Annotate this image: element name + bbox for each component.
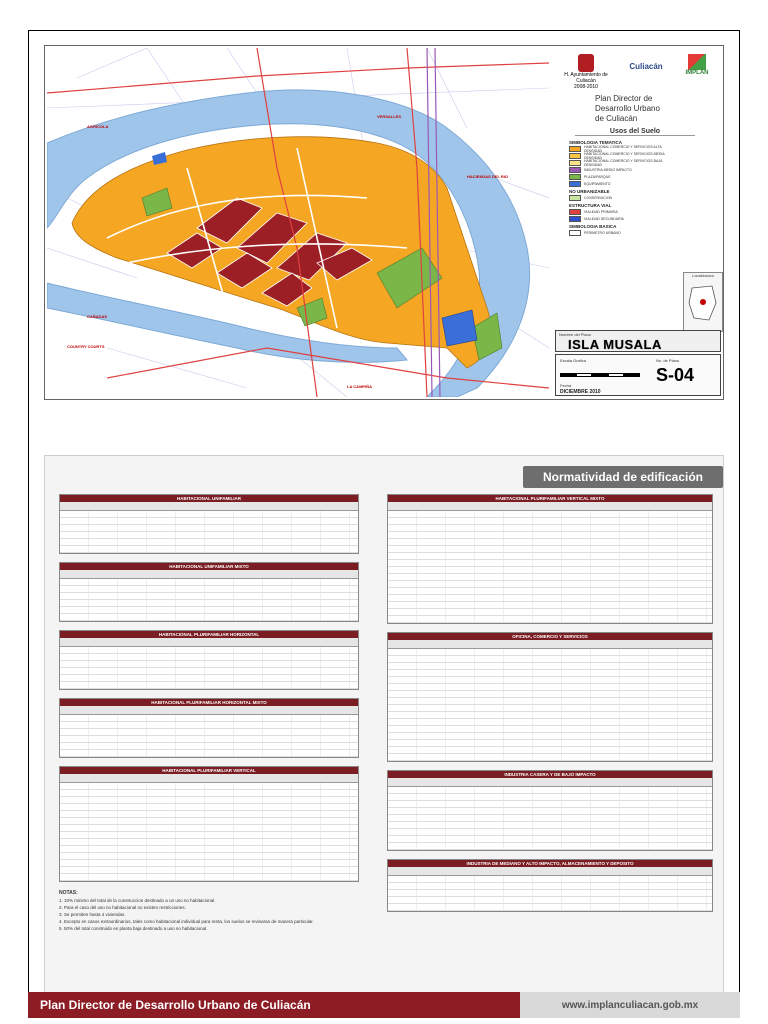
plan-title <box>595 94 715 124</box>
table-row <box>388 843 712 850</box>
norm-table-title: HABITACIONAL PLURIFAMILIAR VERTICAL MIXTO <box>388 495 712 502</box>
norm-table <box>59 494 359 554</box>
table-row <box>60 518 358 525</box>
table-row <box>60 579 358 586</box>
legend-section-title: SIMBOLOGIA TEMATICA <box>569 140 622 145</box>
legend-label: HABITACIONAL COMERCIO Y SERVICIOS MEDIA DENSIDAD <box>584 151 665 160</box>
implan-logo-text: IMPLAN <box>685 70 709 76</box>
scale-bar <box>560 373 640 377</box>
table-row <box>60 874 358 881</box>
table-row <box>60 525 358 532</box>
org-name: H. Ayuntamiento de Culiacán <box>564 72 608 84</box>
plan-title-line1: Plan Director de <box>595 94 653 103</box>
table-row <box>60 600 358 607</box>
table-row <box>60 546 358 553</box>
land-use-map[interactable] <box>47 48 549 397</box>
table-row <box>388 815 712 822</box>
legend-item <box>569 180 679 187</box>
legend-label: PERIMETRO URBANO <box>584 230 621 235</box>
table-row <box>60 607 358 614</box>
norm-table-header <box>60 570 358 579</box>
norm-table <box>59 698 359 758</box>
table-row <box>60 614 358 621</box>
note-item: 3. Se permiten hasta 4 viviendas. <box>59 912 126 917</box>
date-caption: Fecha <box>560 383 572 388</box>
legend-label: VIALIDAD PRIMARIA <box>584 209 618 214</box>
table-row <box>388 801 712 808</box>
map-label: AGRICOLA <box>87 124 109 129</box>
plan-name-caption: Nombre del Plano <box>559 332 592 337</box>
legend-label: CONSERVACION <box>584 195 613 200</box>
table-row <box>60 736 358 743</box>
legend-item <box>569 173 679 180</box>
table-row <box>388 670 712 677</box>
culiacan-logo <box>623 54 669 71</box>
table-row <box>388 808 712 815</box>
footer-bar <box>28 992 740 1018</box>
coat-of-arms-icon <box>578 54 594 72</box>
map-label: LA CAMPIÑA <box>347 384 372 389</box>
footer-title: Plan Director de Desarrollo Urbano de Culiacán <box>40 998 311 1012</box>
table-row <box>60 586 358 593</box>
legend-swatch <box>569 167 581 173</box>
locator-label: Localizacion <box>691 273 714 278</box>
table-row <box>60 675 358 682</box>
table-row <box>388 553 712 560</box>
table-row <box>388 581 712 588</box>
table-row <box>60 722 358 729</box>
table-row <box>388 787 712 794</box>
legend-label: EQUIPAMIENTO <box>584 181 611 186</box>
legend-item <box>569 229 679 236</box>
norm-table <box>59 766 359 882</box>
norm-table-header <box>388 778 712 787</box>
ayuntamiento-logo <box>563 54 609 90</box>
org-years: 2008-2010 <box>574 84 598 90</box>
legend-label: HABITACIONAL COMERCIO Y SERVICIOS ALTA DENSIDAD <box>584 144 662 153</box>
table-row <box>388 684 712 691</box>
table-row <box>388 663 712 670</box>
table-row <box>60 593 358 600</box>
legend-item <box>569 166 679 173</box>
norm-table-header <box>388 502 712 511</box>
right-tables-column <box>387 494 713 920</box>
table-row <box>60 511 358 518</box>
table-row <box>388 609 712 616</box>
table-row <box>388 602 712 609</box>
legend-label: VIALIDAD SECUNDARIA <box>584 216 624 221</box>
norm-table-header <box>388 867 712 876</box>
sheet-number: S-04 <box>656 365 695 385</box>
table-row <box>60 832 358 839</box>
legend-swatch <box>569 160 581 166</box>
table-row <box>388 539 712 546</box>
legend-swatch <box>569 174 581 180</box>
norm-table-title: HABITACIONAL PLURIFAMILIAR HORIZONTAL <box>60 631 358 638</box>
table-row <box>388 712 712 719</box>
norm-table <box>387 770 713 851</box>
table-row <box>388 794 712 801</box>
legend-panel <box>555 48 721 397</box>
uses-title: Usos del Suelo <box>575 128 695 136</box>
normativity-sheet <box>44 455 724 1010</box>
normativity-heading: Normatividad de edificación <box>523 466 723 488</box>
note-item: 4. Excepto en casos extraordinarios, tales como habitacional individual para renta, los suelos se revisaran de manera particular. <box>59 919 314 924</box>
table-row <box>60 839 358 846</box>
table-row <box>388 691 712 698</box>
table-row <box>60 811 358 818</box>
implan-mark-icon <box>688 54 706 70</box>
table-row <box>388 747 712 754</box>
table-row <box>388 649 712 656</box>
legend-label: HABITACIONAL COMERCIO Y SERVICIOS BAJA DENSIDAD <box>584 158 663 167</box>
table-row <box>60 783 358 790</box>
norm-table-title: INDUSTRIA DE MEDIANO Y ALTO IMPACTO, ALMACENAMIENTO Y DEPOSITO <box>388 860 712 867</box>
table-row <box>388 525 712 532</box>
legend-swatch <box>569 209 581 215</box>
table-row <box>60 853 358 860</box>
table-row <box>60 682 358 689</box>
logo-row <box>563 54 717 94</box>
table-row <box>60 750 358 757</box>
legend-swatch <box>569 181 581 187</box>
legend-list <box>569 138 679 236</box>
plan-date: DICIEMBRE 2010 <box>560 389 601 395</box>
table-row <box>388 588 712 595</box>
plan-name: ISLA MUSALA <box>568 337 662 352</box>
norm-table <box>387 494 713 624</box>
sheet-caption: No. de Plano <box>656 358 680 363</box>
table-row <box>60 797 358 804</box>
table-row <box>388 754 712 761</box>
table-row <box>388 733 712 740</box>
table-row <box>60 668 358 675</box>
map-label: HACIENDAS DEL RIO <box>467 174 509 179</box>
map-svg <box>47 48 549 397</box>
norm-table <box>59 562 359 622</box>
table-row <box>388 890 712 897</box>
implan-logo <box>677 54 717 76</box>
table-row <box>60 743 358 750</box>
legend-label: PLAZA/PARQUE <box>584 174 611 179</box>
norm-table-header <box>60 502 358 511</box>
legend-item <box>569 215 679 222</box>
table-row <box>388 546 712 553</box>
norm-table-header <box>60 706 358 715</box>
table-row <box>60 647 358 654</box>
legend-item <box>569 208 679 215</box>
culiacan-logo-text: Culiacán <box>629 62 663 71</box>
norm-table <box>387 859 713 912</box>
table-row <box>388 567 712 574</box>
table-row <box>388 904 712 911</box>
norm-table-title: OFICINA, COMERCIO Y SERVICIOS <box>388 633 712 640</box>
table-row <box>60 539 358 546</box>
norm-table-title: INDUSTRIA CASERA Y DE BAJO IMPACTO <box>388 771 712 778</box>
map-sheet <box>44 45 724 400</box>
table-row <box>60 860 358 867</box>
plan-name-box <box>555 330 721 352</box>
table-row <box>388 698 712 705</box>
legend-item <box>569 194 679 201</box>
plan-info-box <box>555 354 721 396</box>
table-row <box>388 726 712 733</box>
table-row <box>388 719 712 726</box>
note-item: 1. 10% minimo del total de la construccion destinado a un uso no habitacional. <box>59 898 216 903</box>
table-row <box>60 532 358 539</box>
table-row <box>60 715 358 722</box>
map-label: VERSALLES <box>377 114 402 119</box>
plan-title-line2: Desarrollo Urbano <box>595 104 660 113</box>
locator-icon <box>684 278 722 328</box>
table-row <box>388 656 712 663</box>
table-row <box>388 616 712 623</box>
norm-table <box>387 632 713 762</box>
norm-table-header <box>60 638 358 647</box>
table-row <box>60 790 358 797</box>
footer-url[interactable]: www.implanculiacan.gob.mx <box>520 992 740 1018</box>
table-row <box>388 677 712 684</box>
legend-swatch <box>569 216 581 222</box>
legend-section-title: NO URBANIZABLE <box>569 189 610 194</box>
table-row <box>60 804 358 811</box>
table-row <box>60 661 358 668</box>
left-tables-column <box>59 494 359 932</box>
table-row <box>388 897 712 904</box>
norm-table <box>59 630 359 690</box>
table-row <box>60 818 358 825</box>
norm-table-header <box>60 774 358 783</box>
table-row <box>60 654 358 661</box>
map-label: COUNTRY COURTS <box>67 344 105 349</box>
table-row <box>60 846 358 853</box>
table-row <box>60 825 358 832</box>
table-row <box>388 560 712 567</box>
norm-table-title: HABITACIONAL UNIFAMILIAR MIXTO <box>60 563 358 570</box>
table-row <box>388 829 712 836</box>
plan-title-line3: de Culiacán <box>595 114 638 123</box>
notes-title: NOTAS: <box>59 890 78 896</box>
note-item: 5. 50% del total construido en planta baja destinado a uso no habitacional. <box>59 926 208 931</box>
table-row <box>388 532 712 539</box>
table-row <box>60 729 358 736</box>
norm-table-title: HABITACIONAL PLURIFAMILIAR VERTICAL <box>60 767 358 774</box>
scale-caption: Escala Grafica <box>560 358 587 363</box>
table-row <box>388 595 712 602</box>
note-item: 2. Para el caso del uso no habitacional no existen restricciones. <box>59 905 186 910</box>
legend-swatch <box>569 195 581 201</box>
locator-map <box>683 272 723 332</box>
legend-section-title: ESTRUCTURA VIAL <box>569 203 612 208</box>
table-row <box>388 574 712 581</box>
norm-table-title: HABITACIONAL UNIFAMILIAR <box>60 495 358 502</box>
legend-section-title: SIMBOLOGIA BASICA <box>569 224 617 229</box>
legend-swatch <box>569 153 581 159</box>
legend-item <box>569 159 679 166</box>
legend-swatch <box>569 146 581 152</box>
norm-table-header <box>388 640 712 649</box>
table-row <box>388 705 712 712</box>
norm-table-title: HABITACIONAL PLURIFAMILIAR HORIZONTAL MIXTO <box>60 699 358 706</box>
table-row <box>388 836 712 843</box>
table-row <box>388 511 712 518</box>
table-row <box>388 883 712 890</box>
table-row <box>60 867 358 874</box>
table-row <box>388 876 712 883</box>
table-row <box>388 822 712 829</box>
legend-swatch <box>569 230 581 236</box>
map-label: CAÑADAS <box>87 314 107 319</box>
table-row <box>388 740 712 747</box>
table-row <box>388 518 712 525</box>
legend-label: INDUSTRIA MEDIO IMPACTO <box>584 167 632 172</box>
notes-block <box>59 890 359 932</box>
